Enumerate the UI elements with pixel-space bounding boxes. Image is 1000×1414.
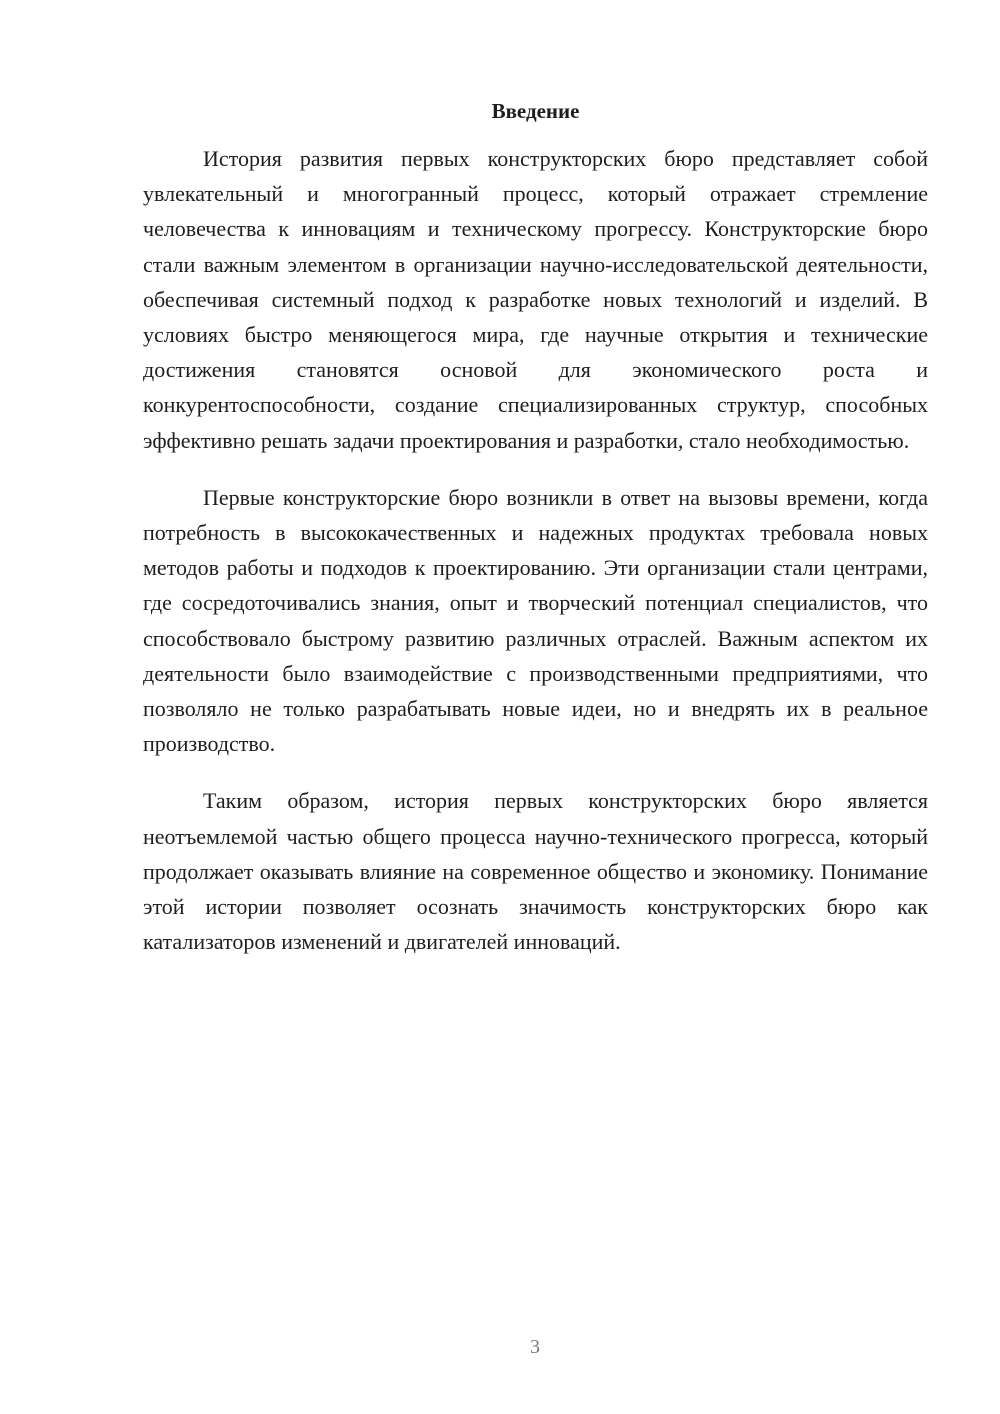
page-number: 3 <box>530 1336 540 1358</box>
paragraph-1: История развития первых конструкторских бюро представляет собой увлекательный и многогранный процесс, который отражает стремление человечества к инновациям и техническому прогрессу. Конструкторские бюро стали важным элементом в организации научно-исследовательской деятельности, обеспечивая системный подход к разработке новых технологий и изделий. В условиях быстро меняющегося мира, где научные открытия и технические достижения становятся основой для экономического роста и конкурентоспособности, создание специализированных структур, способных эффективно решать задачи проектирования и разработки, стало необходимостью. <box>143 146 928 453</box>
paragraph-3: Таким образом, история первых конструкторских бюро является неотъемлемой частью общего процесса научно-технического прогресса, который продолжает оказывать влияние на современное общество и экономику. Понимание этой истории позволяет осознать значимость конструкторских бюро как катализаторов изменений и двигателей инноваций. <box>143 788 928 955</box>
section-heading: Введение <box>491 99 580 123</box>
page-content <box>143 95 928 959</box>
paragraph-2: Первые конструкторские бюро возникли в ответ на вызовы времени, когда потребность в высококачественных и надежных продуктах требовала новых методов работы и подходов к проектированию. Эти организации стали центрами, где сосредоточивались знания, опыт и творческий потенциал специалистов, что способствовало быстрому развитию различных отраслей. Важным аспектом их деятельности было взаимодействие с производственными предприятиями, что позволяло не только разрабатывать новые идеи, но и внедрять их в реальное производство. <box>143 484 928 757</box>
